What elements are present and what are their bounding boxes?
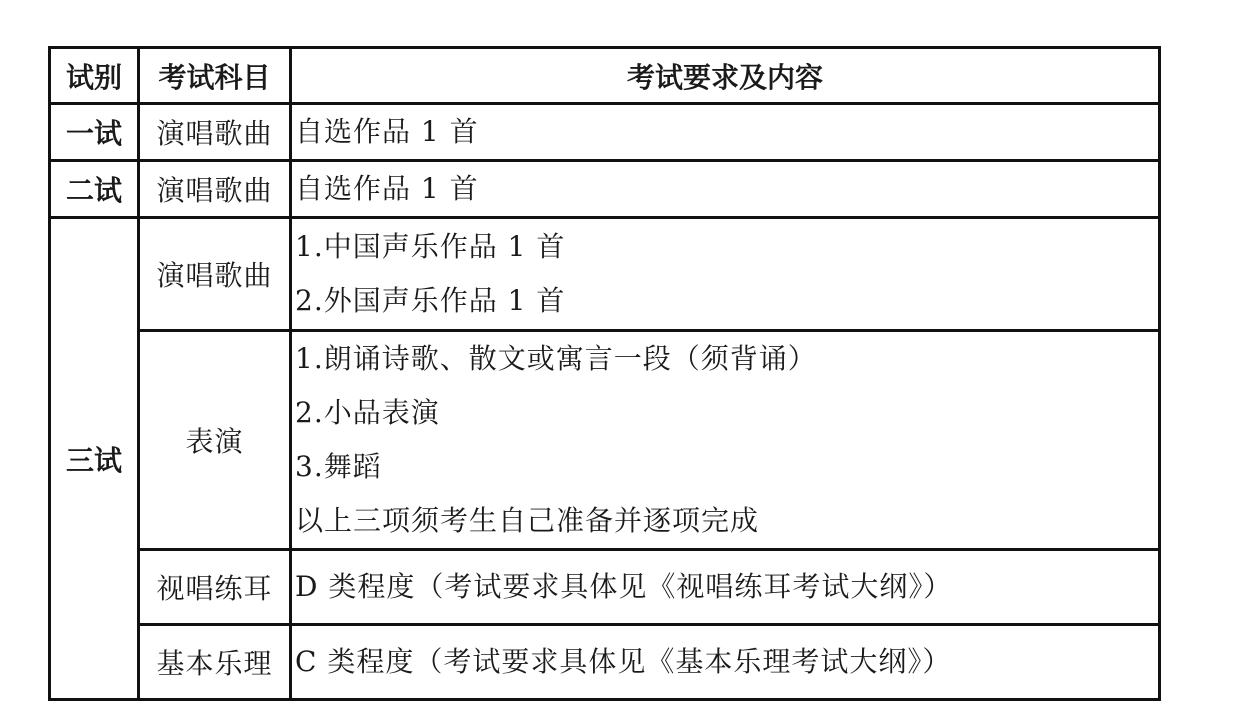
table-row bbox=[50, 218, 1160, 331]
content-cell bbox=[291, 550, 1160, 625]
exam-requirements-table bbox=[48, 46, 1161, 701]
subject-cell: 演唱歌曲 bbox=[139, 104, 291, 161]
round-cell: 三试 bbox=[50, 218, 139, 700]
subject-cell: 基本乐理 bbox=[139, 625, 291, 700]
content-line: 自选作品 1 首 bbox=[295, 172, 479, 205]
content-line: 1.朗诵诗歌、散文或寓言一段（须背诵） bbox=[295, 342, 817, 375]
subject-cell: 表演 bbox=[139, 331, 291, 550]
table-row bbox=[50, 550, 1160, 625]
content-line: D 类程度（考试要求具体见《视唱练耳考试大纲》） bbox=[295, 570, 953, 603]
subject-cell: 视唱练耳 bbox=[139, 550, 291, 625]
subject-cell: 演唱歌曲 bbox=[139, 218, 291, 331]
content-cell bbox=[291, 625, 1160, 700]
content-cell bbox=[291, 104, 1160, 161]
table-row bbox=[50, 625, 1160, 700]
content-cell bbox=[291, 161, 1160, 218]
header-subject: 考试科目 bbox=[139, 48, 291, 104]
content-line: 2.小品表演 bbox=[295, 396, 440, 429]
content-line: 2.外国声乐作品 1 首 bbox=[295, 284, 566, 317]
content-line: C 类程度（考试要求具体见《基本乐理考试大纲》） bbox=[295, 645, 952, 678]
content-cell bbox=[291, 218, 1160, 331]
content-cell bbox=[291, 331, 1160, 550]
header-round: 试别 bbox=[50, 48, 139, 104]
header-content: 考试要求及内容 bbox=[291, 48, 1160, 104]
content-line: 1.中国声乐作品 1 首 bbox=[295, 230, 566, 263]
table-row bbox=[50, 104, 1160, 161]
round-cell: 二试 bbox=[50, 161, 139, 218]
content-line: 以上三项须考生自己准备并逐项完成 bbox=[295, 504, 760, 537]
table-header-row bbox=[50, 48, 1160, 104]
content-line: 3.舞蹈 bbox=[295, 450, 382, 483]
table-row bbox=[50, 331, 1160, 550]
table-row bbox=[50, 161, 1160, 218]
subject-cell: 演唱歌曲 bbox=[139, 161, 291, 218]
content-line: 自选作品 1 首 bbox=[295, 115, 479, 148]
exam-table-container bbox=[48, 46, 1158, 701]
round-cell: 一试 bbox=[50, 104, 139, 161]
